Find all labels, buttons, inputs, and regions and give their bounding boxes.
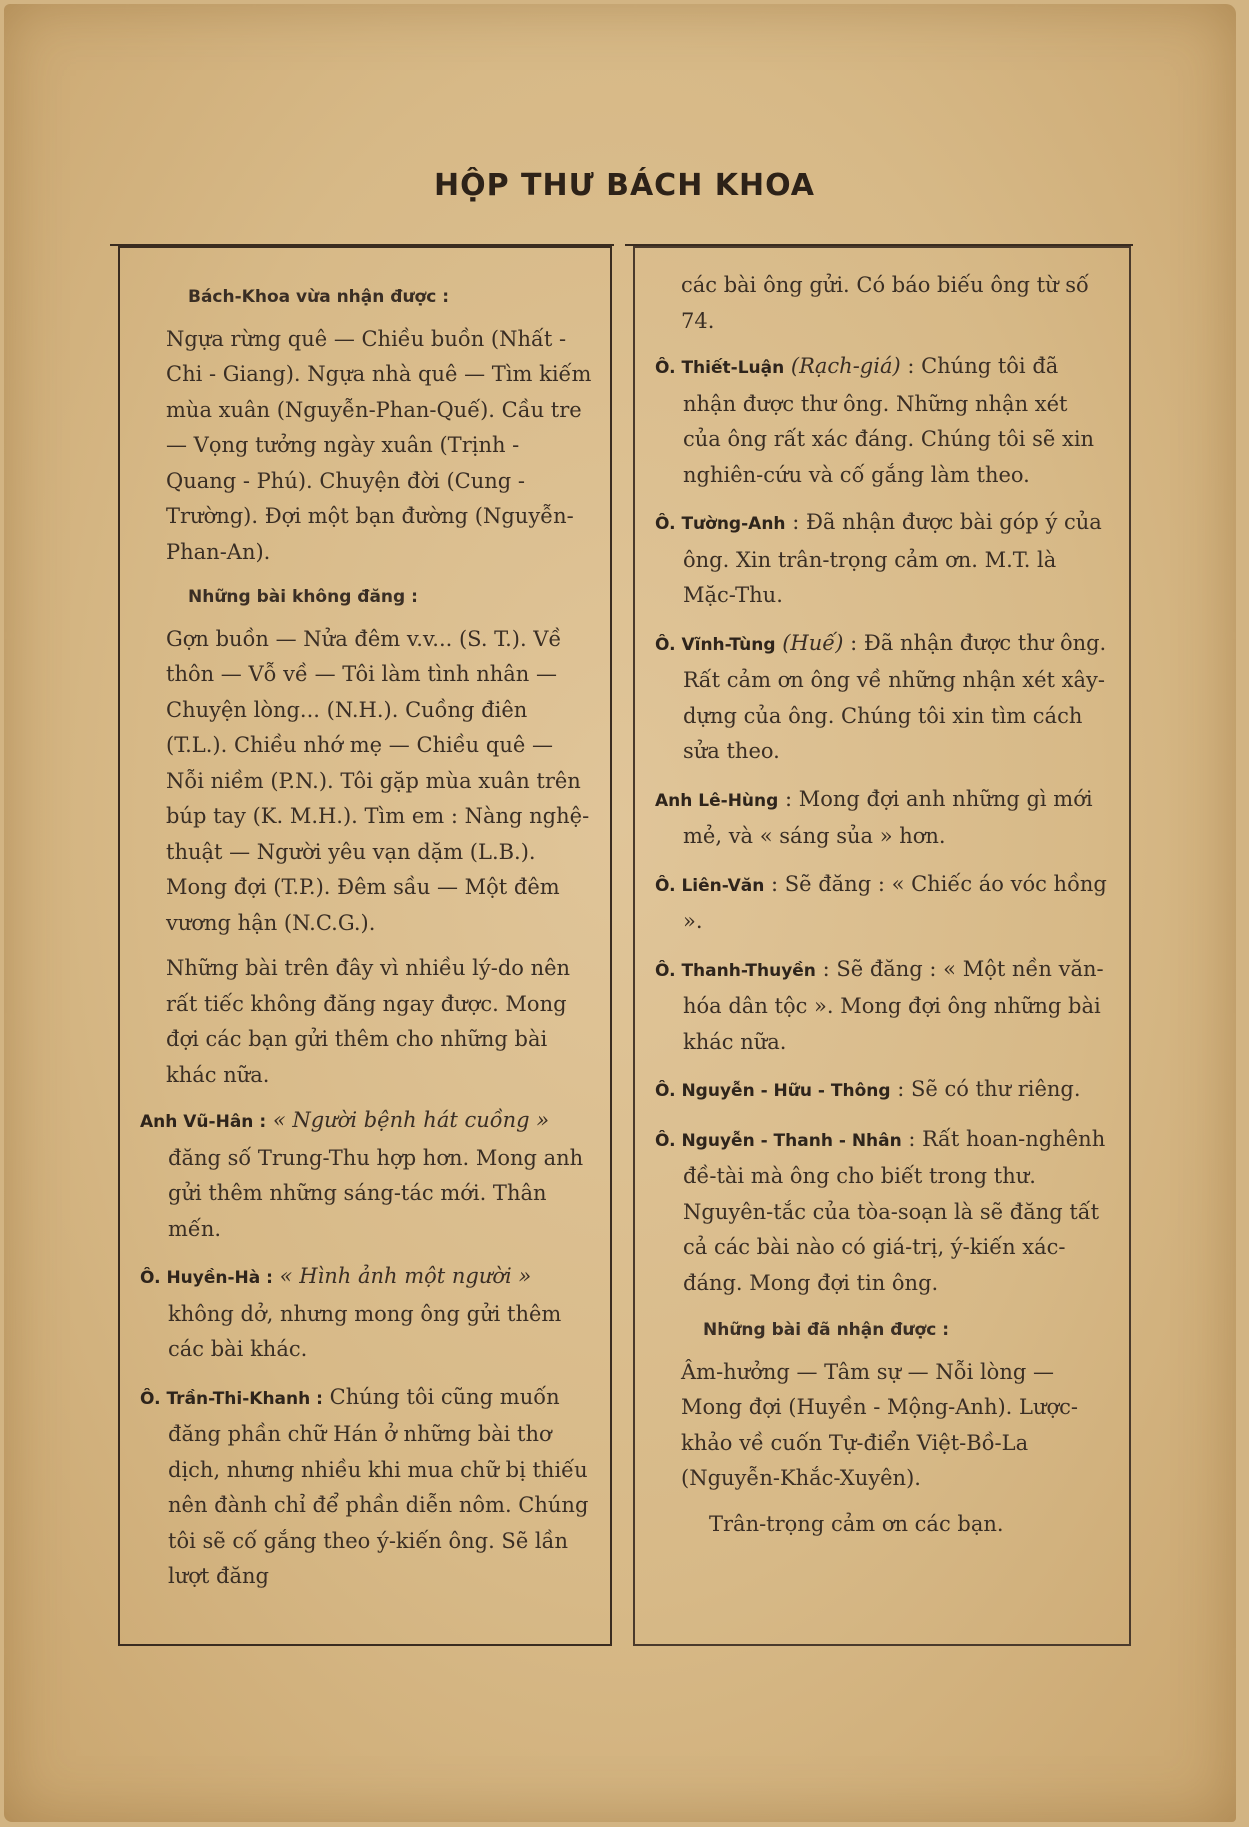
continued-text: các bài ông gửi. Có báo biếu ông từ số 74. <box>681 273 1089 333</box>
not-published-list: Gợn buồn — Nửa đêm v.v... (S. T.). Về thôn — Vỗ về — Tôi làm tình nhân — Chuyện lòng... (N.H.). Cuồng điên (T.L.). Chiều nhớ mẹ — Chiều quê — Nỗi niềm (P.N.). Tôi gặp mùa xuân trên búp tay (K. M.H.). Tìm em : Nàng nghệ-thuật — Người yêu vạn dặm (L.B.). Mong đợi (T.P.). Đêm sầu — Một đêm vương hận (N.C.G.). <box>166 626 590 935</box>
recipient-name: Anh Lê-Hùng <box>655 790 779 811</box>
reply-text: : Đã nhận được bài góp ý của ông. Xin trân-trọng cảm ơn. M.T. là Mặc-Thu. <box>683 510 1102 607</box>
reply-entry <box>655 782 1111 855</box>
work-title: « Hình ảnh một người » <box>279 1264 532 1288</box>
reply-entry <box>140 1103 592 1247</box>
reply-entry <box>140 1259 592 1368</box>
recipient-name: Ô. Thiết-Luận <box>655 358 785 378</box>
received-heading-right: Những bài đã nhận được : <box>703 1320 950 1340</box>
reply-text: đăng số Trung-Thu hợp hơn. Mong anh gửi thêm những sáng-tác mới. Thân mến. <box>168 1145 584 1241</box>
reply-text: không dở, nhưng mong ông gửi thêm các bài khác. <box>168 1301 562 1361</box>
not-published-note: Những bài trên đây vì nhiều lý-do nên rất tiếc không đăng ngay được. Mong đợi các bạn gửi thêm cho những bài khác nữa. <box>166 956 571 1087</box>
reply-text: Chúng tôi cũng muốn đăng phần chữ Hán ở những bài thơ dịch, nhưng nhiều khi mua chữ bị thiếu nên đành chỉ để phần diễn nôm. Chúng tôi sẽ cố gắng theo ý-kiến ông. Sẽ lần lượt đăng <box>168 1384 589 1588</box>
reply-entry <box>655 1122 1111 1302</box>
reply-text: : Sẽ có thư riêng. <box>890 1077 1081 1101</box>
reply-entry <box>655 867 1111 940</box>
signoff: Trân-trọng cảm ơn các bạn. <box>709 1511 1004 1536</box>
work-title: « Người bệnh hát cuồng » <box>272 1108 550 1132</box>
reply-text: : Rất hoan-nghênh đề-tài mà ông cho biết trong thư. Nguyên-tắc của tòa-soạn là sẽ đăng tất cả các bài nào có giá-trị, ý-kiến xác-đáng. Mong đợi tin ông. <box>683 1126 1106 1295</box>
recipient-name: Ô. Trần-Thi-Khanh : <box>140 1388 323 1409</box>
reply-entry <box>655 626 1111 770</box>
recipient-name: Ô. Thanh-Thuyền <box>655 960 816 981</box>
not-published-heading: Những bài không đăng : <box>188 587 418 607</box>
left-column <box>118 246 612 1646</box>
received-list-right: Âm-hưởng — Tâm sự — Nỗi lòng — Mong đợi (Huyền - Mộng-Anh). Lược-khảo về cuốn Tự-điển Việt-Bồ-La (Nguyễn-Khắc-Xuyên). <box>681 1359 1078 1490</box>
recipient-name: Ô. Liên-Văn <box>655 875 765 896</box>
right-column <box>633 246 1131 1646</box>
reply-text: : Đã nhận được thư ông. Rất cảm ơn ông về những nhận xét xây-dựng của ông. Chúng tôi xin tìm cách sửa theo. <box>683 630 1107 763</box>
received-heading: Bách-Khoa vừa nhận được : <box>188 287 450 307</box>
page-title: HỘP THƯ BÁCH KHOA <box>433 168 816 203</box>
reply-entry <box>655 349 1111 493</box>
recipient-name: Anh Vũ-Hân : <box>140 1112 267 1132</box>
received-list: Ngựa rừng quê — Chiều buồn (Nhất - Chi - Giang). Ngựa nhà quê — Tìm kiếm mùa xuân (Nguyễn-Phan-Quế). Cầu tre — Vọng tưởng ngày xuân (Trịnh - Quang - Phú). Chuyện đời (Cung - Trường). Đợi một bạn đường (Nguyễn-Phan-An). <box>166 326 592 564</box>
reply-text: : Chúng tôi đã nhận được thư ông. Những nhận xét của ông rất xác đáng. Chúng tôi sẽ xin nghiên-cứu và cố gắng làm theo. <box>683 354 1095 487</box>
reply-entry <box>140 1380 592 1595</box>
recipient-name: Ô. Nguyễn - Hữu - Thông <box>655 1081 891 1101</box>
reply-entry <box>655 1072 1111 1110</box>
place-name: (Huế) <box>775 630 851 655</box>
reply-entry <box>655 952 1111 1061</box>
place-name: (Rạch-giá) <box>784 354 908 378</box>
recipient-name: Ô. Nguyễn - Thanh - Nhân <box>655 1130 902 1151</box>
recipient-name: Ô. Huyền-Hà : <box>140 1268 273 1288</box>
reply-text: : Mong đợi anh những gì mới mẻ, và « sáng sủa » hơn. <box>683 786 1093 848</box>
recipient-name: Ô. Vĩnh-Tùng <box>655 634 776 655</box>
reply-entry <box>655 505 1111 614</box>
reply-text: : Sẽ đăng : « Một nền văn-hóa dân tộc ». Mong đợi ông những bài khác nữa. <box>683 956 1104 1054</box>
recipient-name: Ô. Tường-Anh <box>655 514 786 534</box>
reply-text: : Sẽ đăng : « Chiếc áo vóc hồng ». <box>683 871 1107 933</box>
